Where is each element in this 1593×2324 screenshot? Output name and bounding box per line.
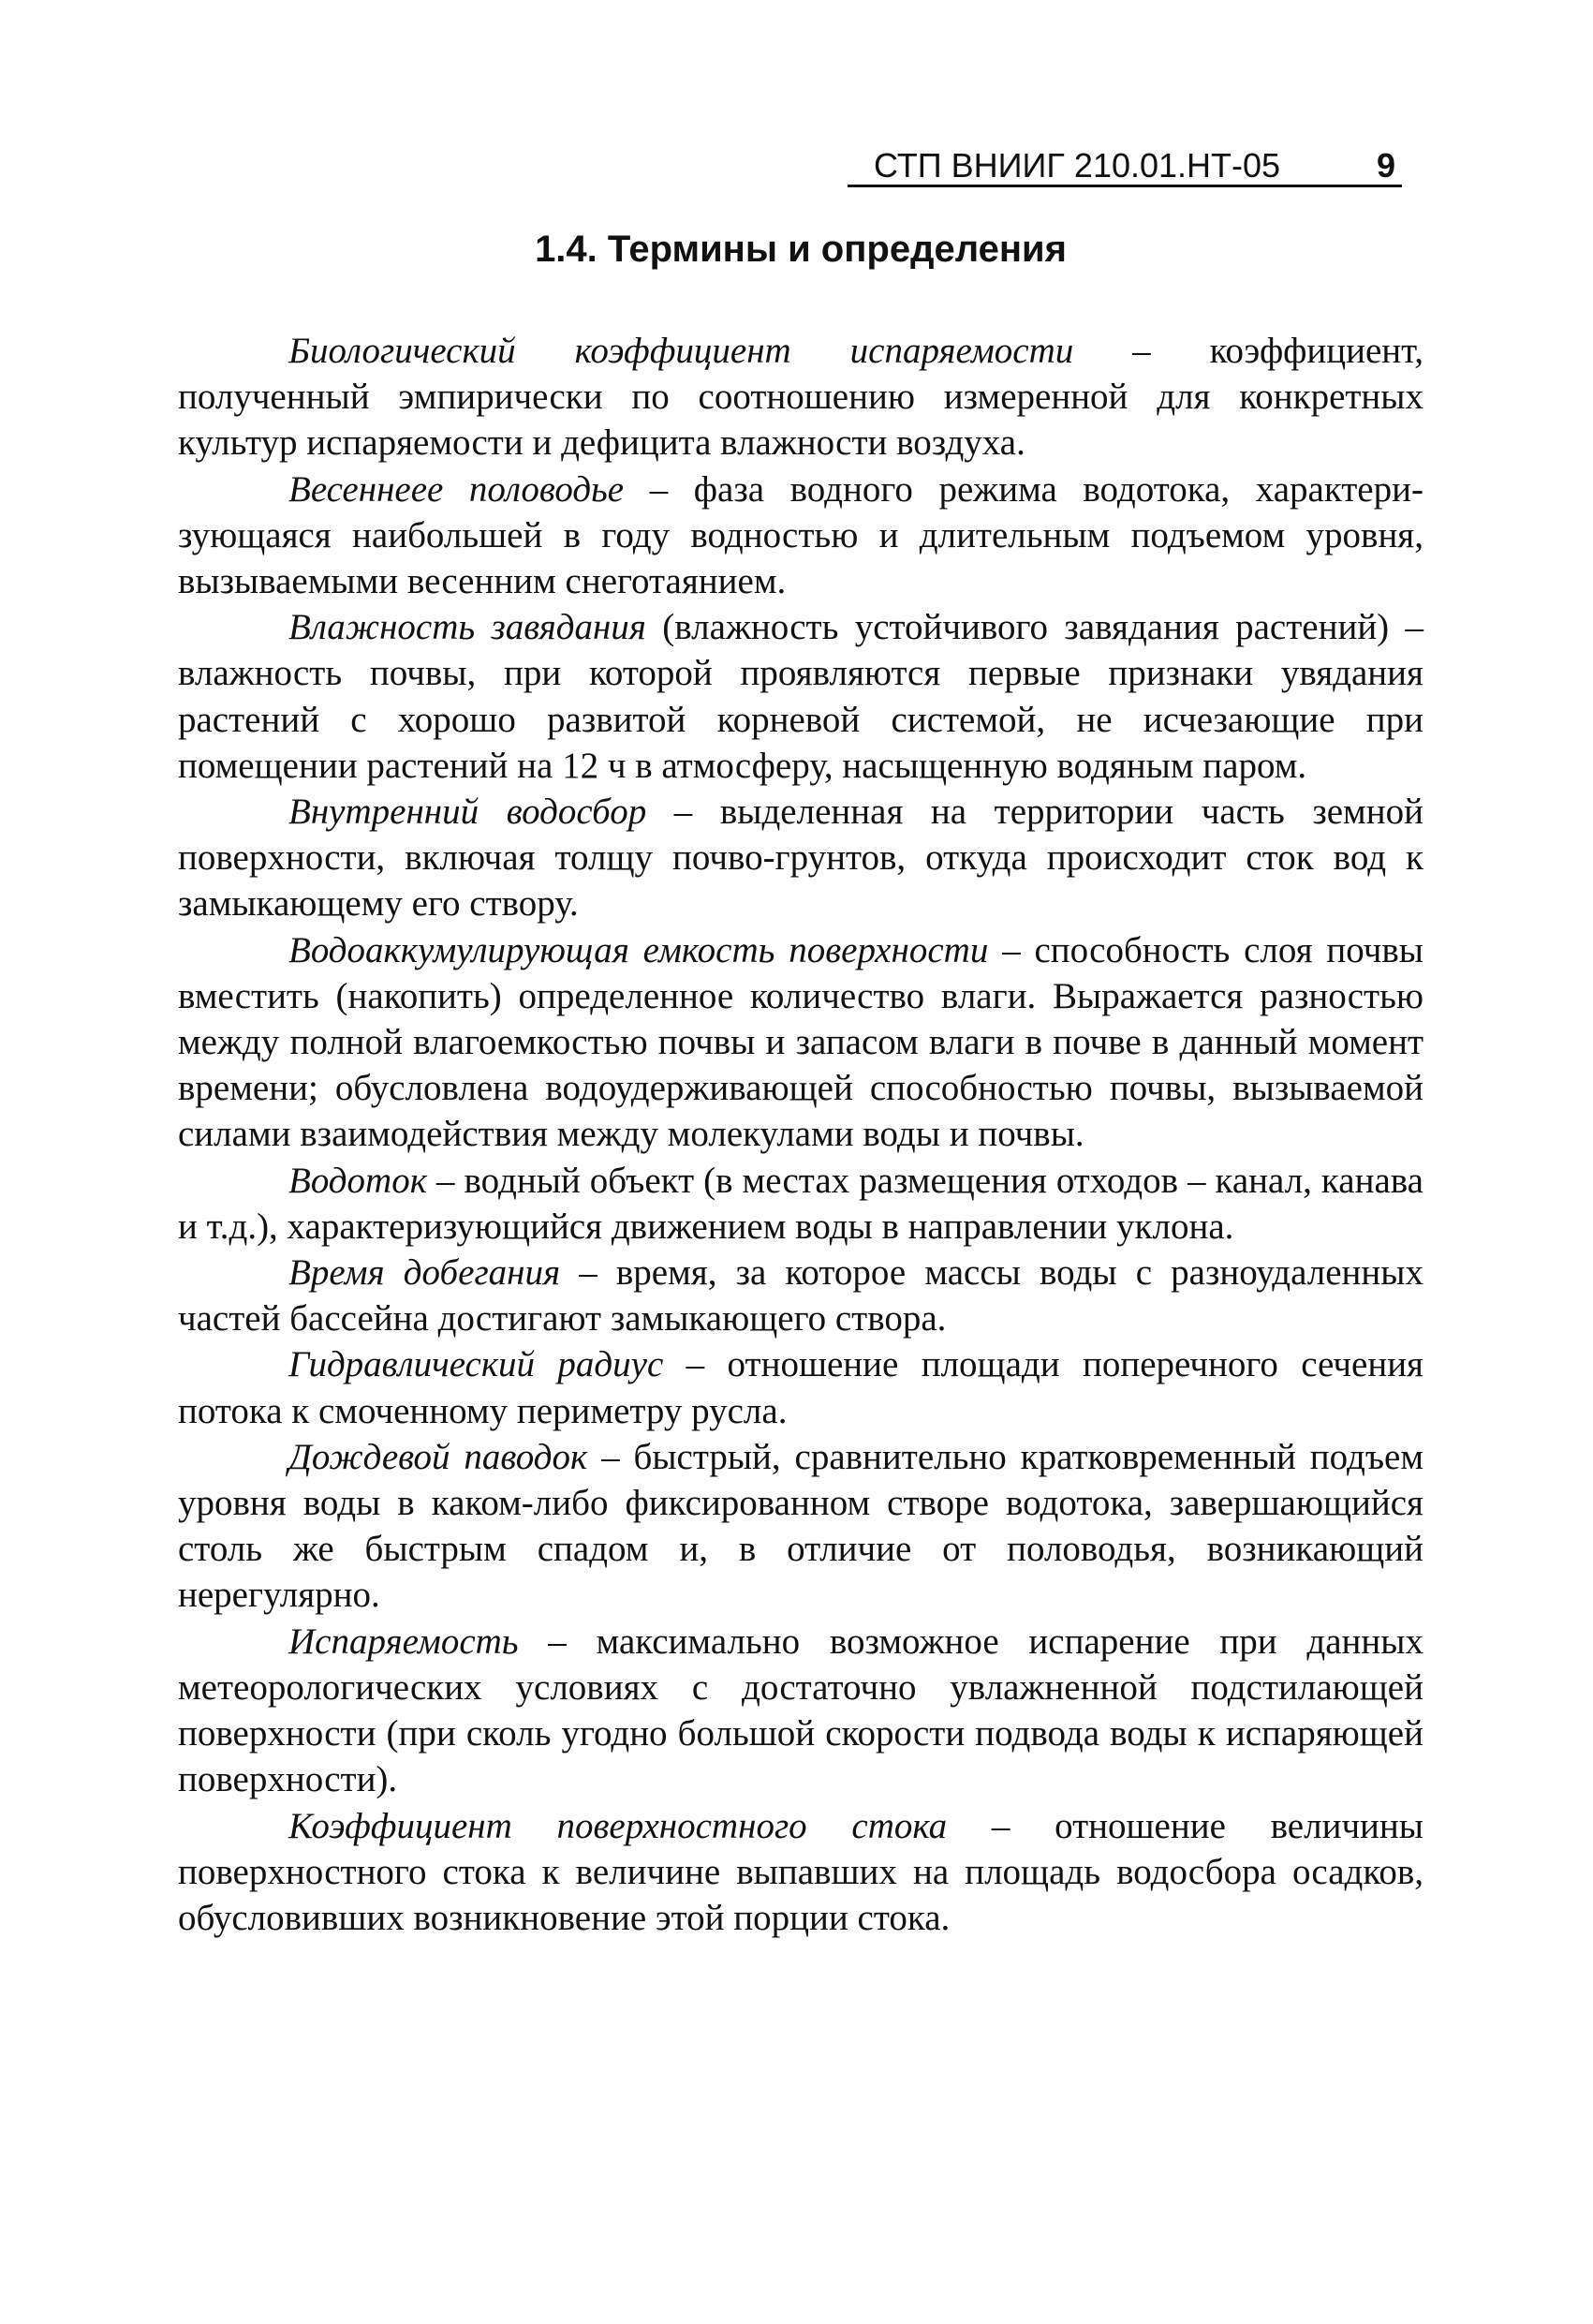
glossary-entry bbox=[178, 1619, 1423, 1803]
term: Испаряемость bbox=[288, 1621, 519, 1662]
definition: – коэффициент, полученный эмпирически по соотношению измеренной для конкретных культур испаряемости и дефицита влажности воздуха. bbox=[178, 331, 1424, 464]
term: Весеннеее половодье bbox=[288, 468, 625, 510]
term: Гидравлический радиус bbox=[288, 1344, 664, 1385]
glossary-entry bbox=[178, 1434, 1423, 1619]
glossary-entry bbox=[178, 789, 1423, 927]
definition: – отношение величины поверхностного стока к величине выпавших на площадь водосбора осадков, обусловивших возникновение этой порции стока. bbox=[178, 1805, 1423, 1938]
term: Дождевой паводок bbox=[288, 1436, 588, 1477]
header-rule bbox=[848, 185, 1402, 187]
definition: – быстрый, сравнительно кратковременный подъем уровня воды в каком-либо фиксированном створе водотока, завершающийся столь же быстрым спадом и, в отличие от половодья, возникающий нерегулярно. bbox=[178, 1436, 1423, 1616]
glossary-entry bbox=[178, 1250, 1423, 1341]
glossary-entry bbox=[178, 328, 1423, 466]
definition: – максимально возможное испарение при данных метеорологических условиях с достаточно увлажненной подстилающей поверхности (при сколь угодно большой скорости подвода воды к испаряющей поверхности). bbox=[178, 1621, 1423, 1800]
term: Водоаккумулирующая емкость поверхности bbox=[288, 929, 989, 970]
definition: – водный объект (в местах размещения отходов – канал, канава и т.д.), характеризующийся движением воды в направлении уклона. bbox=[178, 1160, 1423, 1247]
glossary bbox=[178, 328, 1423, 1941]
term: Водоток bbox=[288, 1160, 427, 1201]
glossary-entry bbox=[178, 1803, 1423, 1942]
glossary-entry bbox=[178, 1158, 1423, 1250]
glossary-entry bbox=[178, 604, 1423, 789]
running-header bbox=[848, 141, 1409, 191]
definition: – способность слоя почвы вместить (накопить) определенное количество влаги. Выражается разностью между полной влагоемкостью почвы и запасом влаги в почве в данный момент времени; обусловлена водоудерживающей способностью почвы, вызываемой силами взаимодействия между молекулами воды и почвы. bbox=[178, 929, 1423, 1155]
page-number: 9 bbox=[1377, 146, 1396, 185]
glossary-entry bbox=[178, 927, 1423, 1158]
glossary-entry bbox=[178, 1341, 1423, 1433]
standard-code: СТП ВНИИГ 210.01.НТ-05 bbox=[874, 146, 1281, 185]
term: Время добегания bbox=[288, 1252, 561, 1294]
definition: – отношение площади поперечного сечения потока к смоченному периметру русла. bbox=[178, 1344, 1423, 1431]
section-heading: 1.4. Термины и определения bbox=[535, 229, 1067, 270]
term: Коэффициент поверхностного стока bbox=[288, 1805, 948, 1846]
definition: (влажность устойчивого завядания растений) – влажность почвы, при которой проявляются первые признаки увядания растений с хорошо развитой корневой системой, не исчезающие при помещении растений на 12 ч в атмосферу, насыщенную водяным паром. bbox=[178, 607, 1423, 786]
term: Биологический коэффициент испаряемости bbox=[288, 331, 1074, 371]
definition: – выделенная на территории часть земной поверхности, включая толщу почво-грунтов, откуда происходит сток вод к замыкающему его створу. bbox=[178, 792, 1423, 925]
glossary-entry bbox=[178, 466, 1423, 605]
term: Влажность завядания bbox=[288, 607, 646, 648]
definition: – время, за которое массы воды с разноудаленных частей бассейна достигают замыкающего створа. bbox=[178, 1252, 1423, 1340]
definition: – фаза водного режима водотока, характеризующаяся наибольшей в году водностью и длительным подъемом уровня, вызываемыми весенним снеготаянием. bbox=[178, 468, 1423, 602]
term: Внутренний водосбор bbox=[288, 792, 647, 833]
